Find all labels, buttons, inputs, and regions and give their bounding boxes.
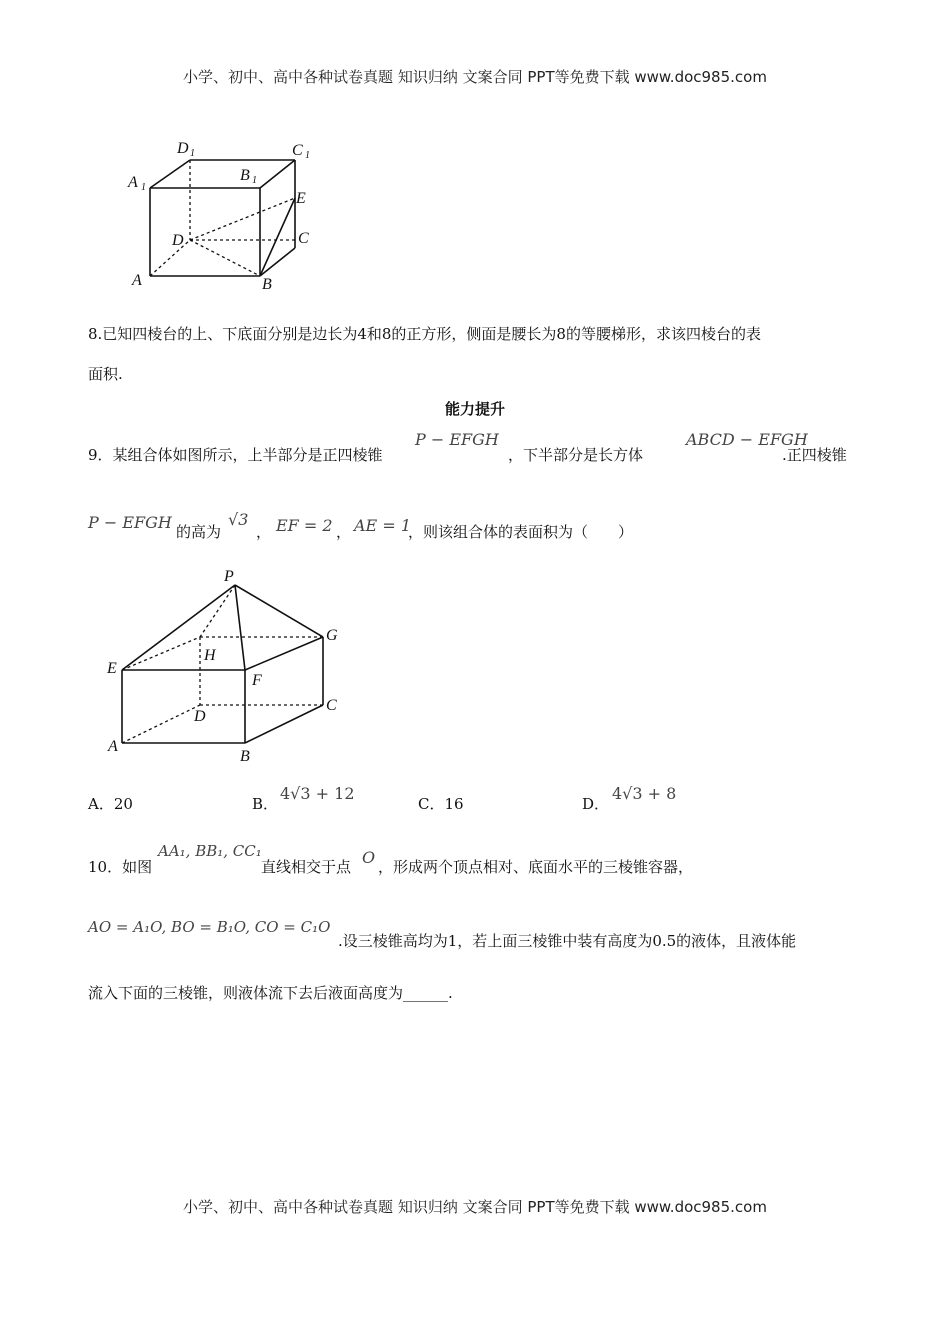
option-d-label: D． [582,795,610,813]
edge-db-hidden [190,240,260,276]
question-10-math-equalities: AO = A₁O, BO = B₁O, CO = C₁O [88,918,331,936]
label-c: C [326,697,337,714]
label-b1-sub: 1 [252,175,257,186]
question-9-math-ef: EF = 2 [276,516,333,535]
option-c: C．16 [418,795,464,813]
question-9-text-3: .正四棱锥 [782,446,847,464]
label-a1: A [128,174,138,191]
label-b: B [240,748,250,765]
question-9-math-ae: AE = 1 [354,516,411,535]
edge-pe [122,585,235,670]
edge-bc [245,705,323,743]
label-p: P [224,568,234,585]
edge-ad-hidden [150,240,190,276]
label-b: B [262,276,272,293]
question-9-text-7: ，则该组合体的表面积为（ ） [408,523,634,541]
edge-ad-hidden [122,705,200,743]
label-g: G [326,627,338,644]
label-d1-sub: 1 [190,148,195,159]
label-c: C [298,230,309,247]
label-c1: C [292,142,303,159]
section-title: 能力提升 [444,400,505,418]
question-10-text-4: .设三棱锥高均为1，若上面三棱锥中装有高度为0.5的液体，且液体能 [338,932,797,950]
question-10-math-o: O [362,848,376,867]
option-a: A．20 [88,795,133,813]
page-header: 小学、初中、高中各种试卷真题 知识归纳 文案合同 PPT等免费下载 www.doc985.com [183,68,767,86]
question-8-line1: 8.已知四棱台的上、下底面分别是边长为4和8的正方形，侧面是腰长为8的等腰梯形，求该四棱台的表 [88,325,761,343]
question-8-line2: 面积. [88,365,123,383]
page-footer: 小学、初中、高中各种试卷真题 知识归纳 文案合同 PPT等免费下载 www.doc985.com [183,1198,767,1216]
option-b-label: B． [252,795,279,813]
edge-ph-hidden [200,585,235,637]
edge-fg [245,637,323,670]
label-f: F [252,672,262,689]
question-10-text-3: ，形成两个顶点相对、底面水平的三棱锥容器， [378,858,694,876]
question-10-text-2: 直线相交于点 [261,858,352,876]
label-e: E [296,190,306,207]
question-10-text-5: 流入下面的三棱锥，则液体流下去后液面高度为______. [88,984,453,1002]
question-10-math-lines: AA₁, BB₁, CC₁ [158,842,262,860]
label-e: E [107,660,117,677]
question-9-text-4: 的高为 [176,523,222,541]
figure-composite-solid [100,565,360,770]
question-10-text-1: 10．如图 [88,858,153,876]
question-9-text-5: ， [256,523,272,541]
label-a: A [132,272,142,289]
edge-eh-hidden [122,637,200,670]
label-b1: B [240,167,250,184]
question-9-math-pyramid: P − EFGH [415,430,499,449]
label-c1-sub: 1 [305,150,310,161]
question-9-math-cuboid: ABCD − EFGH [686,430,808,449]
edge-bc [260,248,295,276]
edge-be [260,198,295,276]
edge-a1d1 [150,160,190,188]
figure-cuboid [120,135,330,300]
label-h: H [204,647,216,664]
label-d: D [194,708,206,725]
label-d1: D [177,140,189,157]
edge-pf [235,585,245,670]
edge-pg [235,585,323,637]
question-9-text-1: 9．某组合体如图所示，上半部分是正四棱锥 [88,446,383,464]
question-9-text-6: ， [336,523,352,541]
option-d-math: 4√3 + 8 [612,784,677,803]
question-9-math-height: √3 [228,510,249,529]
option-b-math: 4√3 + 12 [280,784,355,803]
label-d: D [172,232,184,249]
label-a1-sub: 1 [141,182,146,193]
edge-b1c1 [260,160,295,188]
question-9-math-pyramid-2: P − EFGH [88,513,172,532]
question-9-text-2: ，下半部分是长方体 [508,446,644,464]
label-a: A [108,738,118,755]
